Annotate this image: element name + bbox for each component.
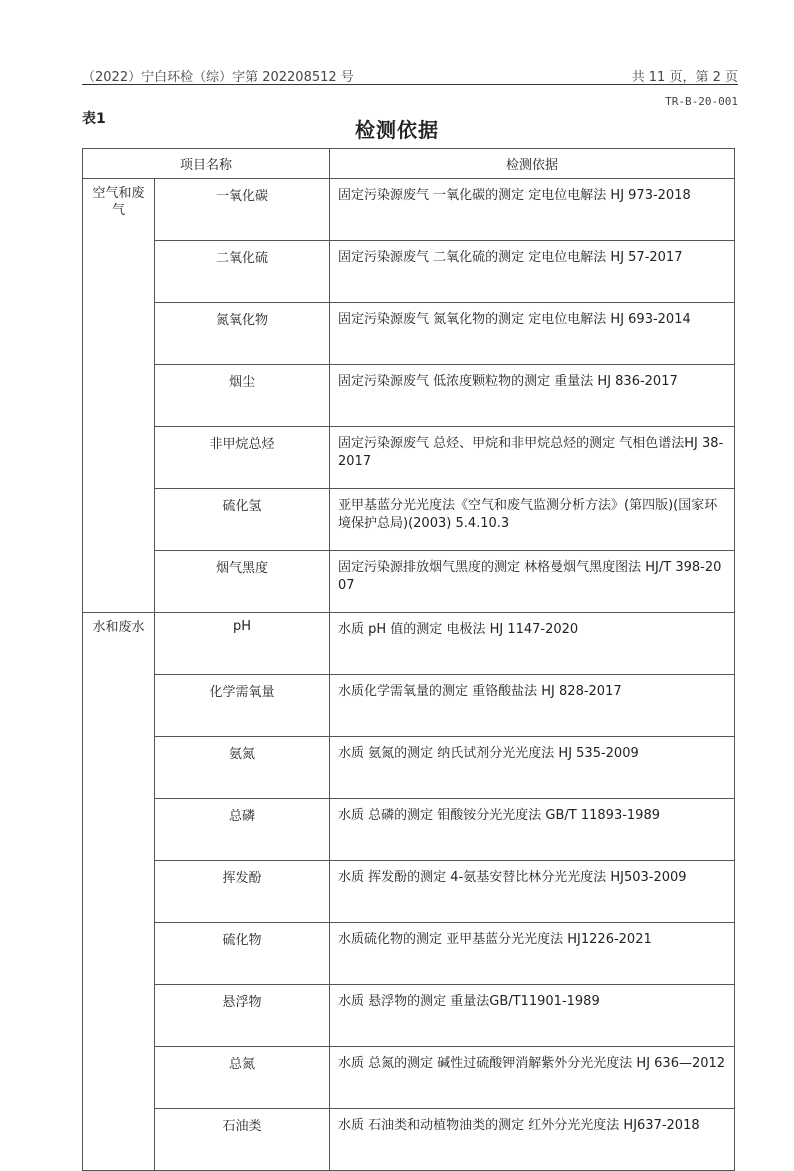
table-row: [83, 1047, 735, 1109]
item-name-cell: 化学需氧量: [155, 675, 330, 737]
table-row: [83, 303, 735, 365]
column-header-basis: 检测依据: [330, 149, 735, 179]
table-row: [83, 985, 735, 1047]
table-row: [83, 365, 735, 427]
table-header-row: [83, 149, 735, 179]
item-name-cell: 氨氮: [155, 737, 330, 799]
basis-cell: 水质 悬浮物的测定 重量法GB/T11901-1989: [330, 985, 735, 1047]
table-row: [83, 427, 735, 489]
report-number: （2022）宁白环检（综）字第 202208512 号: [82, 70, 354, 85]
table-row: [83, 241, 735, 303]
table-row: [83, 675, 735, 737]
basis-cell: 固定污染源排放烟气黑度的测定 林格曼烟气黑度图法 HJ/T 398-2007: [330, 551, 735, 613]
basis-cell: 固定污染源废气 氮氧化物的测定 定电位电解法 HJ 693-2014: [330, 303, 735, 365]
category-cell: 水和废水: [83, 613, 155, 1171]
table-row: [83, 737, 735, 799]
item-name-cell: 总氮: [155, 1047, 330, 1109]
basis-cell: 水质 石油类和动植物油类的测定 红外分光光度法 HJ637-2018: [330, 1109, 735, 1171]
basis-cell: 水质 pH 值的测定 电极法 HJ 1147-2020: [330, 613, 735, 675]
item-name-cell: 一氧化碳: [155, 179, 330, 241]
basis-table: [82, 148, 735, 1171]
category-cell: 空气和废气: [83, 179, 155, 613]
item-name-cell: 悬浮物: [155, 985, 330, 1047]
table-row: [83, 799, 735, 861]
item-name-cell: 硫化氢: [155, 489, 330, 551]
table-row: [83, 613, 735, 675]
basis-cell: 固定污染源废气 总烃、甲烷和非甲烷总烃的测定 气相色谱法HJ 38-2017: [330, 427, 735, 489]
table-row: [83, 861, 735, 923]
page-info: 共 11 页，第 2 页: [631, 70, 738, 85]
basis-cell: 固定污染源废气 二氧化硫的测定 定电位电解法 HJ 57-2017: [330, 241, 735, 303]
basis-cell: 水质 总磷的测定 钼酸铵分光光度法 GB/T 11893-1989: [330, 799, 735, 861]
table-label: 表1: [82, 111, 106, 127]
basis-cell: 亚甲基蓝分光光度法《空气和废气监测分析方法》(第四版)(国家环境保护总局)(2003) 5.4.10.3: [330, 489, 735, 551]
item-name-cell: 二氧化硫: [155, 241, 330, 303]
table-row: [83, 179, 735, 241]
item-name-cell: 挥发酚: [155, 861, 330, 923]
basis-cell: 水质化学需氧量的测定 重铬酸盐法 HJ 828-2017: [330, 675, 735, 737]
basis-cell: 水质 总氮的测定 碱性过硫酸钾消解紫外分光光度法 HJ 636—2012: [330, 1047, 735, 1109]
table-row: [83, 923, 735, 985]
page-title: 检测依据: [355, 118, 439, 142]
table-row: [83, 551, 735, 613]
item-name-cell: 石油类: [155, 1109, 330, 1171]
item-name-cell: 非甲烷总烃: [155, 427, 330, 489]
header-divider: [82, 84, 738, 85]
item-name-cell: 总磷: [155, 799, 330, 861]
item-name-cell: pH: [155, 613, 330, 675]
basis-cell: 固定污染源废气 低浓度颗粒物的测定 重量法 HJ 836-2017: [330, 365, 735, 427]
table-body: [83, 179, 735, 1171]
basis-cell: 水质硫化物的测定 亚甲基蓝分光光度法 HJ1226-2021: [330, 923, 735, 985]
item-name-cell: 烟尘: [155, 365, 330, 427]
table-row: [83, 1109, 735, 1171]
basis-cell: 固定污染源废气 一氧化碳的测定 定电位电解法 HJ 973-2018: [330, 179, 735, 241]
column-header-item: 项目名称: [83, 149, 330, 179]
basis-cell: 水质 氨氮的测定 纳氏试剂分光光度法 HJ 535-2009: [330, 737, 735, 799]
item-name-cell: 氮氧化物: [155, 303, 330, 365]
item-name-cell: 烟气黑度: [155, 551, 330, 613]
basis-cell: 水质 挥发酚的测定 4-氨基安替比林分光光度法 HJ503-2009: [330, 861, 735, 923]
table-row: [83, 489, 735, 551]
document-code: TR-B-20-001: [665, 95, 738, 108]
item-name-cell: 硫化物: [155, 923, 330, 985]
